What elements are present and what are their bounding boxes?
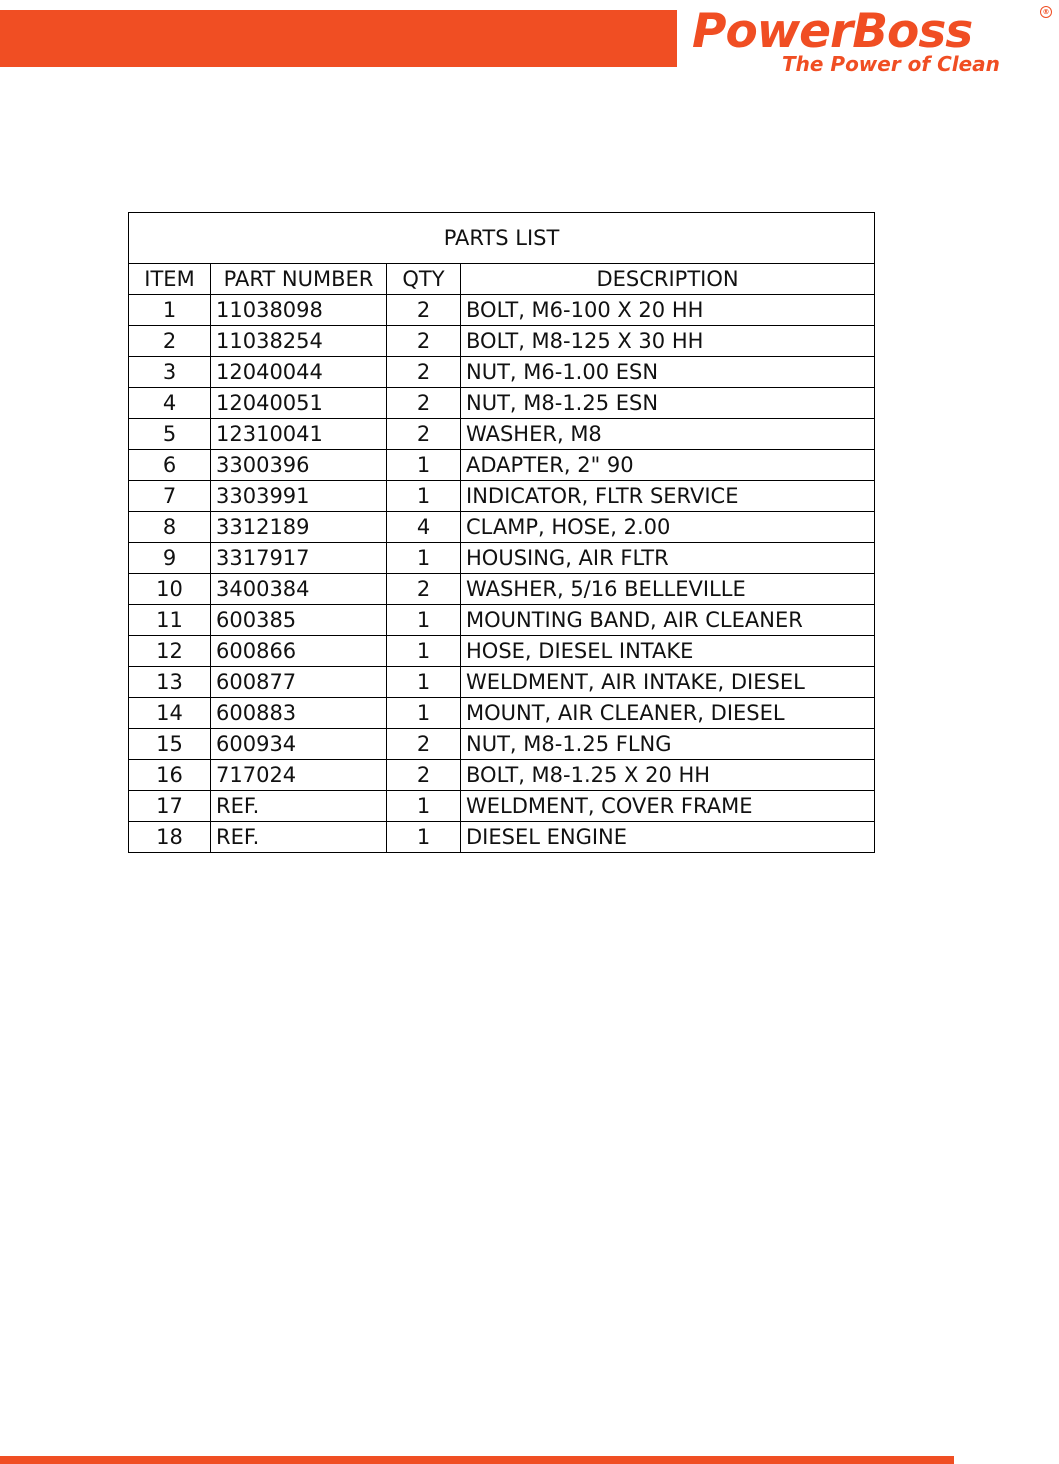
- description-cell: NUT, M8-1.25 FLNG: [461, 729, 875, 760]
- footer-accent-bar: [0, 1456, 954, 1464]
- table-row: [129, 760, 875, 791]
- item-number-cell: 8: [129, 512, 211, 543]
- powerboss-logo: [692, 2, 1052, 78]
- item-number-cell: 14: [129, 698, 211, 729]
- table-row: [129, 636, 875, 667]
- item-number-cell: 2: [129, 326, 211, 357]
- item-number-cell: 4: [129, 388, 211, 419]
- logo-wordmark: PowerBoss: [692, 4, 973, 59]
- item-number-cell: 7: [129, 481, 211, 512]
- table-row: [129, 512, 875, 543]
- part-number-cell: REF.: [211, 822, 387, 853]
- description-cell: ADAPTER, 2" 90: [461, 450, 875, 481]
- table-row: [129, 450, 875, 481]
- description-cell: MOUNT, AIR CLEANER, DIESEL: [461, 698, 875, 729]
- item-number-cell: 9: [129, 543, 211, 574]
- table-row: [129, 419, 875, 450]
- table-row: [129, 729, 875, 760]
- column-header-part-number: PART NUMBER: [211, 264, 387, 295]
- quantity-cell: 1: [387, 481, 461, 512]
- table-row: [129, 791, 875, 822]
- quantity-cell: 1: [387, 667, 461, 698]
- description-cell: DIESEL ENGINE: [461, 822, 875, 853]
- description-cell: WELDMENT, AIR INTAKE, DIESEL: [461, 667, 875, 698]
- parts-list-table: [128, 212, 875, 853]
- quantity-cell: 4: [387, 512, 461, 543]
- table-row: [129, 574, 875, 605]
- description-cell: WELDMENT, COVER FRAME: [461, 791, 875, 822]
- quantity-cell: 2: [387, 729, 461, 760]
- part-number-cell: 11038254: [211, 326, 387, 357]
- parts-list-body: [129, 295, 875, 853]
- part-number-cell: 11038098: [211, 295, 387, 326]
- quantity-cell: 1: [387, 636, 461, 667]
- item-number-cell: 17: [129, 791, 211, 822]
- description-cell: MOUNTING BAND, AIR CLEANER: [461, 605, 875, 636]
- item-number-cell: 18: [129, 822, 211, 853]
- part-number-cell: 3303991: [211, 481, 387, 512]
- table-header-row: [129, 264, 875, 295]
- quantity-cell: 2: [387, 295, 461, 326]
- description-cell: WASHER, M8: [461, 419, 875, 450]
- description-cell: CLAMP, HOSE, 2.00: [461, 512, 875, 543]
- description-cell: HOUSING, AIR FLTR: [461, 543, 875, 574]
- description-cell: BOLT, M8-1.25 X 20 HH: [461, 760, 875, 791]
- item-number-cell: 11: [129, 605, 211, 636]
- table-row: [129, 295, 875, 326]
- header-accent-bar: [0, 10, 677, 67]
- quantity-cell: 2: [387, 326, 461, 357]
- registered-trademark-icon: ®: [1040, 6, 1052, 18]
- part-number-cell: 600877: [211, 667, 387, 698]
- column-header-description: DESCRIPTION: [461, 264, 875, 295]
- part-number-cell: 600866: [211, 636, 387, 667]
- table-row: [129, 605, 875, 636]
- description-cell: BOLT, M6-100 X 20 HH: [461, 295, 875, 326]
- part-number-cell: 3317917: [211, 543, 387, 574]
- description-cell: BOLT, M8-125 X 30 HH: [461, 326, 875, 357]
- part-number-cell: 600934: [211, 729, 387, 760]
- description-cell: NUT, M6-1.00 ESN: [461, 357, 875, 388]
- item-number-cell: 15: [129, 729, 211, 760]
- part-number-cell: 600883: [211, 698, 387, 729]
- part-number-cell: 12040044: [211, 357, 387, 388]
- part-number-cell: 12040051: [211, 388, 387, 419]
- quantity-cell: 1: [387, 698, 461, 729]
- quantity-cell: 2: [387, 419, 461, 450]
- part-number-cell: 717024: [211, 760, 387, 791]
- table-row: [129, 357, 875, 388]
- quantity-cell: 2: [387, 760, 461, 791]
- column-header-qty: QTY: [387, 264, 461, 295]
- description-cell: WASHER, 5/16 BELLEVILLE: [461, 574, 875, 605]
- item-number-cell: 5: [129, 419, 211, 450]
- part-number-cell: REF.: [211, 791, 387, 822]
- part-number-cell: 600385: [211, 605, 387, 636]
- part-number-cell: 3312189: [211, 512, 387, 543]
- item-number-cell: 13: [129, 667, 211, 698]
- table-row: [129, 698, 875, 729]
- table-row: [129, 326, 875, 357]
- quantity-cell: 2: [387, 357, 461, 388]
- table-row: [129, 667, 875, 698]
- item-number-cell: 16: [129, 760, 211, 791]
- description-cell: HOSE, DIESEL INTAKE: [461, 636, 875, 667]
- item-number-cell: 3: [129, 357, 211, 388]
- item-number-cell: 1: [129, 295, 211, 326]
- part-number-cell: 3400384: [211, 574, 387, 605]
- table-row: [129, 388, 875, 419]
- description-cell: NUT, M8-1.25 ESN: [461, 388, 875, 419]
- parts-list-title: PARTS LIST: [129, 213, 875, 264]
- table-row: [129, 481, 875, 512]
- item-number-cell: 6: [129, 450, 211, 481]
- part-number-cell: 12310041: [211, 419, 387, 450]
- quantity-cell: 1: [387, 605, 461, 636]
- table-title-row: [129, 213, 875, 264]
- quantity-cell: 1: [387, 822, 461, 853]
- quantity-cell: 2: [387, 574, 461, 605]
- quantity-cell: 1: [387, 791, 461, 822]
- quantity-cell: 1: [387, 543, 461, 574]
- quantity-cell: 2: [387, 388, 461, 419]
- quantity-cell: 1: [387, 450, 461, 481]
- table-row: [129, 822, 875, 853]
- description-cell: INDICATOR, FLTR SERVICE: [461, 481, 875, 512]
- table-row: [129, 543, 875, 574]
- column-header-item: ITEM: [129, 264, 211, 295]
- part-number-cell: 3300396: [211, 450, 387, 481]
- item-number-cell: 12: [129, 636, 211, 667]
- logo-tagline: The Power of Clean: [782, 52, 1000, 76]
- item-number-cell: 10: [129, 574, 211, 605]
